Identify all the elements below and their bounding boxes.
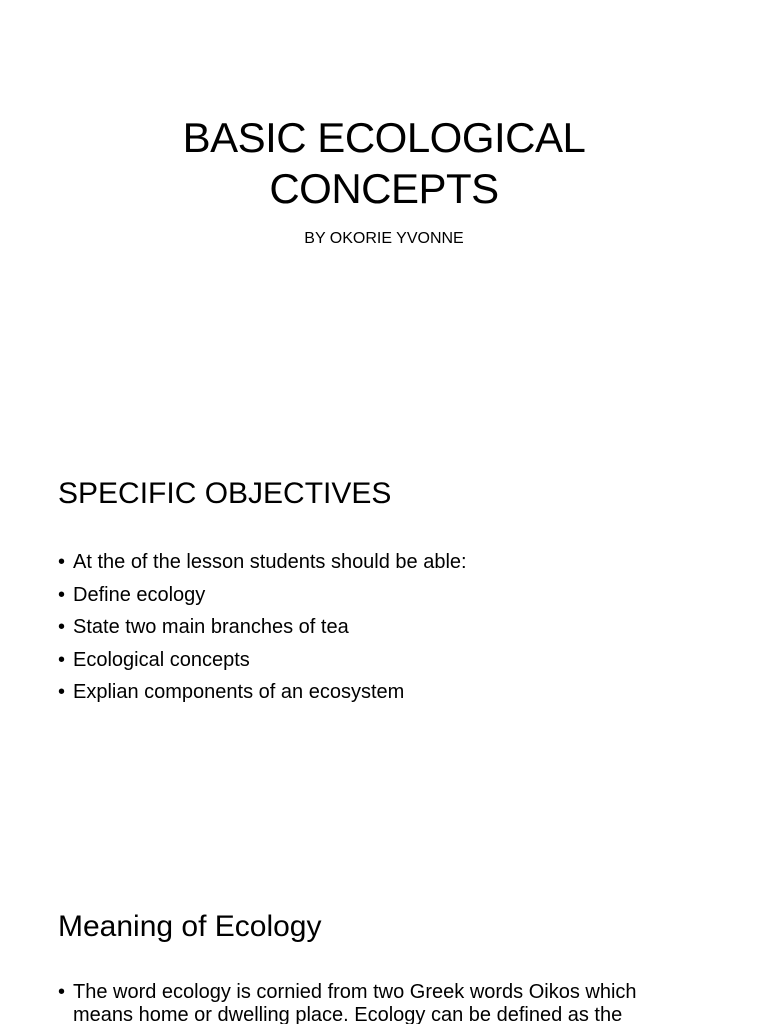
list-item-text: Define ecology — [73, 583, 206, 606]
bullet-icon: • — [58, 681, 66, 703]
bullet-icon: • — [58, 981, 66, 1003]
list-item-text: Explian components of an ecosystem — [73, 681, 405, 703]
list-item — [58, 611, 698, 644]
list-item — [58, 644, 698, 677]
list-item-text: Ecological concepts — [73, 648, 250, 671]
bullet-icon: • — [58, 551, 66, 573]
objectives-slide — [0, 432, 768, 864]
list-item — [58, 579, 698, 612]
presentation-author: BY OKORIE YVONNE — [304, 230, 464, 247]
bullet-icon: • — [58, 583, 66, 606]
meaning-list — [58, 981, 698, 1024]
list-item-text: State two main branches of tea — [73, 616, 349, 638]
title-slide — [0, 0, 768, 432]
meaning-heading: Meaning of Ecology — [58, 910, 322, 943]
presentation-title — [0, 112, 768, 214]
list-item-text: At the of the lesson students should be able: — [73, 551, 467, 573]
bullet-icon: • — [58, 616, 66, 638]
objectives-list — [58, 546, 698, 709]
list-item — [58, 676, 698, 709]
list-item — [58, 546, 698, 579]
meaning-slide — [0, 864, 768, 1024]
list-item-text: The word ecology is cornied from two Greek words Oikos which means home or dwelling place. Ecology can be defined as the — [73, 981, 637, 1024]
bullet-icon: • — [58, 648, 66, 671]
list-item — [58, 981, 698, 1024]
title-line-1: BASIC ECOLOGICAL — [182, 114, 586, 161]
objectives-heading: SPECIFIC OBJECTIVES — [58, 477, 392, 510]
title-line-2: CONCEPTS — [269, 165, 499, 212]
